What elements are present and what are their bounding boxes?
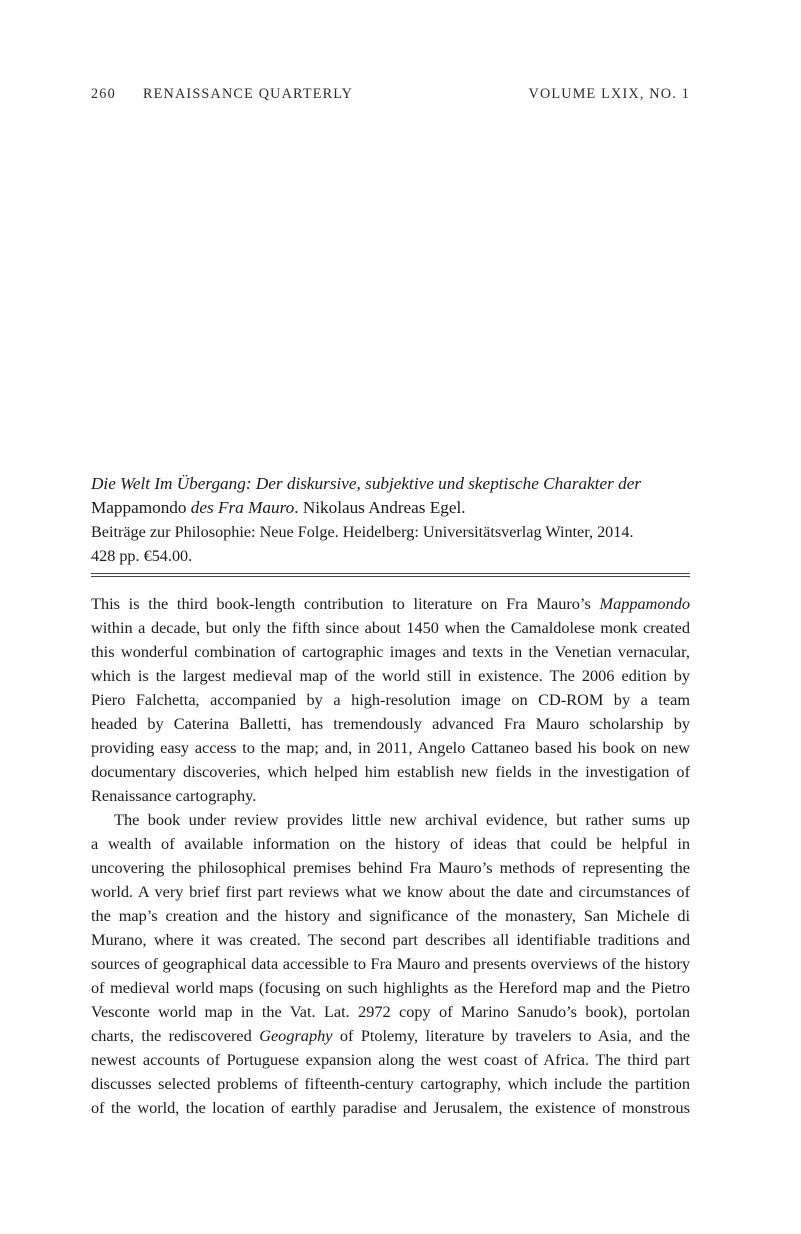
publication-info-line-2: 428 pp. €54.00. [91,547,193,565]
review-line: uncovering the philosophical premises behind Fra Mauro’s methods of representing the [91,858,690,877]
review-line: charts, the rediscovered Geography of Ptolemy, literature by travelers to Asia, and the [91,1026,690,1045]
review-line: sources of geographical data accessible to Fra Mauro and presents overviews of the history [91,954,690,973]
review-line: documentary discoveries, which helped him establish new fields in the investigation of [91,762,690,781]
journal-title: RENAISSANCE QUARTERLY [143,86,354,102]
review-line: This is the third book-length contribution to literature on Fra Mauro’s Mappamondo [91,594,690,613]
publication-info-line-1: Beiträge zur Philosophie: Neue Folge. Heidelberg: Universitätsverlag Winter, 2014. [91,523,634,541]
review-line: discusses selected problems of fifteenth-century cartography, which include the partition [91,1074,690,1093]
review-line: Piero Falchetta, accompanied by a high-resolution image on CD-ROM by a team [91,690,690,709]
italic-mappamondo: Mappamondo [599,594,690,613]
review-line: providing easy access to the map; and, in 2011, Angelo Cattaneo based his book on new [91,738,690,757]
review-body [91,592,690,1120]
review-line: Murano, where it was created. The second part describes all identifiable traditions and [91,930,690,949]
page-number: 260 [91,86,116,102]
review-line: The book under review provides little new archival evidence, but rather sums up [114,810,690,829]
citation-divider [91,573,690,577]
book-title-line-2 [91,496,691,520]
review-line: which is the largest medieval map of the world still in existence. The 2006 edition by [91,666,690,685]
review-line: a wealth of available information on the history of ideas that could be helpful in [91,834,690,853]
review-line: Vesconte world map in the Vat. Lat. 2972 copy of Marino Sanudo’s book), portolan [91,1002,690,1021]
review-line: within a decade, but only the fifth since about 1450 when the Camaldolese monk created [91,618,690,637]
review-line: of medieval world maps (focusing on such highlights as the Hereford map and the Pietro [91,978,690,997]
book-title-des-fra-mauro: des Fra Mauro [190,498,295,517]
review-line: world. A very brief first part reviews what we know about the date and circumstances of [91,882,690,901]
book-author: Nikolaus Andreas Egel. [302,498,466,517]
review-line: newest accounts of Portuguese expansion along the west coast of Africa. The third part [91,1050,690,1069]
review-line: the map’s creation and the history and significance of the monastery, San Michele di [91,906,690,925]
review-line: headed by Caterina Balletti, has tremendously advanced Fra Mauro scholarship by [91,714,690,733]
review-line: of the world, the location of earthly paradise and Jerusalem, the existence of monstrous [91,1098,690,1117]
book-title-line-1: Die Welt Im Übergang: Der diskursive, subjektive und skeptische Charakter der [91,474,642,493]
review-line: Renaissance cartography. [91,786,257,805]
book-title-mappamondo: Mappamondo [91,498,187,517]
book-title-period: . [294,498,299,517]
book-citation [91,472,691,568]
italic-geography: Geography [259,1026,333,1045]
volume-info: VOLUME LXIX, NO. 1 [528,86,690,102]
review-line: this wonderful combination of cartographic images and texts in the Venetian vernacular, [91,642,690,661]
running-head [91,86,690,106]
